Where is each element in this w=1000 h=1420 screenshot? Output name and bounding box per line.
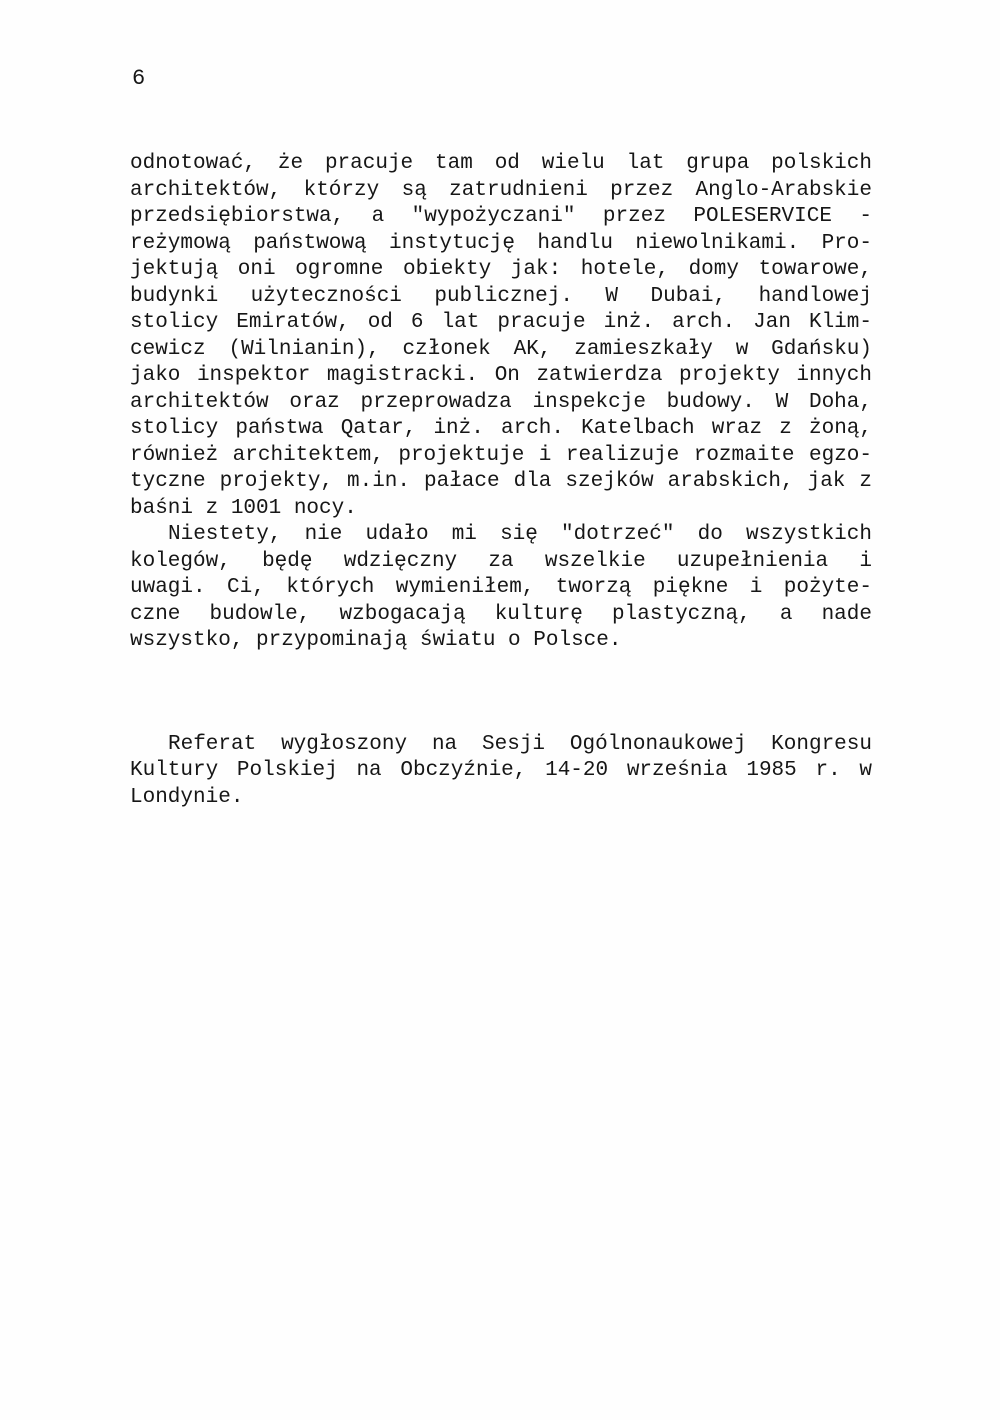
text-line: Kultury Polskiej na Obczyźnie, 14-20 września 1985 r. w [130, 759, 872, 782]
text-line: jako inspektor magistracki. On zatwierdza projekty innych [130, 364, 872, 387]
text-line: Referat wygłoszony na Sesji Ogólnonaukowej Kongresu [168, 732, 872, 756]
text-line: wszystko, przypominają światu o Polsce. [130, 629, 622, 652]
text-line: kolegów, będę wdzięczny za wszelkie uzupełnienia i [130, 549, 872, 573]
page-number: 6 [132, 66, 146, 91]
text-line: Londynie. [130, 785, 244, 809]
text-line: stolicy Emiratów, od 6 lat pracuje inż. arch. Jan Klim- [130, 311, 872, 334]
paragraph-2 [130, 522, 872, 655]
text-line: przedsiębiorstwa, a "wypożyczani" przez POLESERVICE - [130, 205, 872, 228]
text-line: uwagi. Ci, których wymieniłem, tworzą piękne i pożyte- [130, 576, 872, 599]
text-line: baśni z 1001 nocy. [130, 496, 357, 520]
text-line: czne budowle, wzbogacają kulturę plastyczną, a nade [130, 602, 872, 626]
paragraph-1 [130, 151, 872, 522]
text-line: jektują oni ogromne obiekty jak: hotele, domy towarowe, [130, 258, 872, 281]
footer-note [130, 732, 872, 812]
text-line: budynki użyteczności publicznej. W Dubai, handlowej [130, 284, 872, 308]
body-text [130, 151, 872, 811]
text-line: architektów oraz przeprowadza inspekcje budowy. W Doha, [130, 390, 872, 414]
text-line: również architektem, projektuje i realizuje rozmaite egzo- [130, 443, 872, 467]
text-line: stolicy państwa Qatar, inż. arch. Katelbach wraz z żoną, [130, 417, 872, 440]
text-line: odnotować, że pracuje tam od wielu lat grupa polskich [130, 152, 872, 175]
text-line: reżymową państwową instytucję handlu niewolnikami. Pro- [130, 231, 872, 255]
text-line: Niestety, nie udało mi się "dotrzeć" do wszystkich [168, 523, 872, 546]
text-line: cewicz (Wilnianin), członek AK, zamieszkały w Gdańsku) [130, 337, 872, 361]
text-line: architektów, którzy są zatrudnieni przez Anglo-Arabskie [130, 178, 872, 202]
text-line: tyczne projekty, m.in. pałace dla szejków arabskich, jak z [130, 470, 872, 493]
